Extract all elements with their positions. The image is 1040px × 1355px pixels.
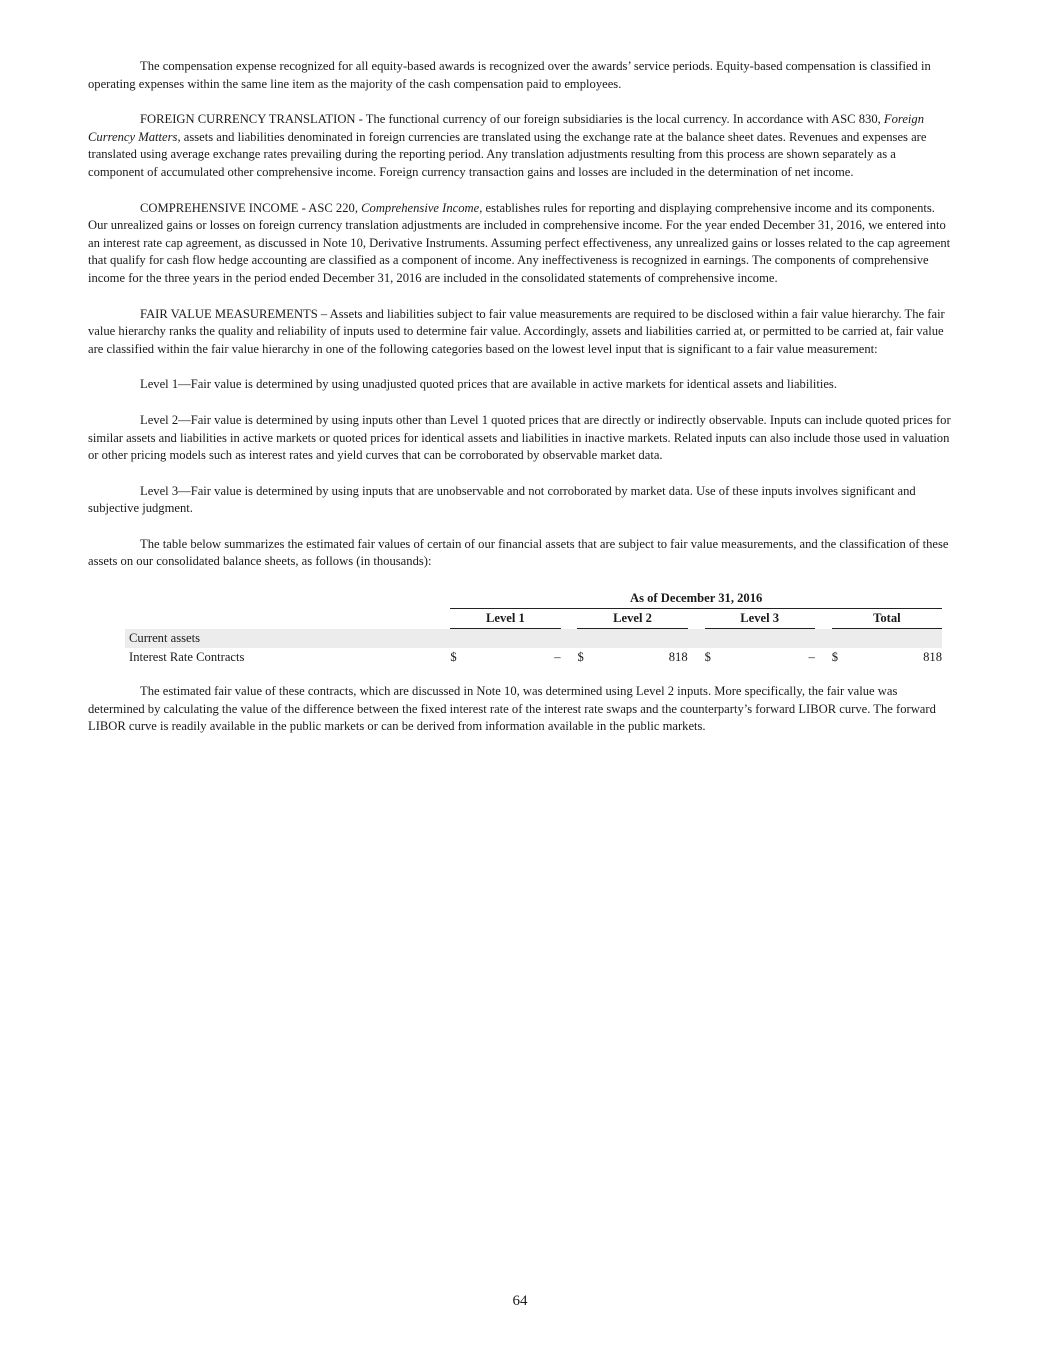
paragraph-after-table: The estimated fair value of these contracts, which are discussed in Note 10, was determined using Level 2 inputs. More specifically, the fair value was determined by calculating the value of the difference between the fixed interest rate of the interest rate swaps and the counterparty’s forward LIBOR curve. The forward LIBOR curve is readily available in the public markets or can be derived from information available in the public markets. (88, 684, 936, 734)
column-header-total: Total (832, 609, 942, 629)
cell-level-2: 818 (668, 650, 688, 665)
column-header-level-3: Level 3 (705, 609, 815, 629)
paragraph-comprehensive-income (88, 200, 954, 288)
table-header-spacer (125, 609, 450, 629)
cell-level-1: – (554, 650, 561, 665)
document-page (88, 58, 954, 754)
foreign-currency-italic: Foreign Currency Matters (88, 112, 925, 144)
paragraph-level-2: Level 2—Fair value is determined by using inputs other than Level 1 quoted prices that are directly or indirectly observable. Inputs can include quoted prices for similar assets and liabilities in active markets or quoted prices for identical assets and liabilities in inactive markets. Related inputs can also include those used in valuation or other pricing models such as interest rates and yield curves that can be corroborated by observable market data. (88, 412, 951, 463)
currency-symbol: $ (704, 650, 711, 665)
section-label: Current assets (125, 629, 450, 649)
foreign-currency-text-1: FOREIGN CURRENCY TRANSLATION - The functional currency of our foreign subsidiaries is the local currency. In accordance with ASC 830, (140, 112, 884, 127)
cell-total: 818 (923, 650, 942, 665)
currency-symbol: $ (450, 650, 457, 665)
paragraph-level-1: Level 1—Fair value is determined by using unadjusted quoted prices that are available in active markets for identical assets and liabilities. (140, 377, 837, 392)
comprehensive-income-text-1: COMPREHENSIVE INCOME - ASC 220, (140, 200, 362, 215)
currency-symbol: $ (831, 650, 839, 665)
page-number: 64 (512, 1293, 528, 1309)
comprehensive-income-text-2: establishes rules for reporting and displaying comprehensive income and its components. Our unrealized gains or losses on foreign currency translation adjustments are included in comprehensive income. For the year ended December 31, 2016, we entered into an interest rate cap agreement, as discussed in Note 10, Derivative Instruments. Assuming perfect effectiveness, any unrealized gains or losses related to the cap agreement that qualify for cash flow hedge accounting are classified as a component of income. Any ineffectiveness is recognized in earnings. The components of comprehensive income for the three years in the period ended December 31, 2016 are included in the consolidated statements of comprehensive income. (88, 200, 951, 285)
paragraph-level-3: Level 3—Fair value is determined by using inputs that are unobservable and not corroborated by market data. Use of these inputs involves significant and subjective judgment. (88, 483, 916, 516)
row-label: Interest Rate Contracts (129, 650, 245, 665)
paragraph-foreign-currency (88, 111, 954, 181)
cell-level-3: – (808, 650, 815, 665)
column-header-level-2: Level 2 (577, 609, 687, 629)
comprehensive-income-italic: Comprehensive Income, (361, 200, 483, 215)
foreign-currency-text-2: , assets and liabilities denominated in foreign currencies are translated using the exchange rate at the balance sheet dates. Revenues and expenses are translated using average exchange rates prevailing during the reporting period. Any translation adjustments resulting from this process are shown separately as a component of accumulated other comprehensive income. Foreign currency transaction gains and losses are included in the determination of net income. (88, 129, 927, 179)
paragraph-equity-based: The compensation expense recognized for all equity-based awards is recognized over the awards’ service periods. Equity-based compensation is classified in operating expenses within the same line item as the majority of the cash compensation paid to employees. (88, 59, 931, 91)
table-group-header: As of December 31, 2016 (450, 589, 942, 609)
currency-symbol: $ (577, 650, 584, 665)
column-header-level-1: Level 1 (450, 609, 560, 629)
table-section-row (125, 629, 942, 649)
fair-value-table (125, 589, 942, 667)
table-row (125, 648, 942, 667)
paragraph-fair-value: FAIR VALUE MEASUREMENTS – Assets and liabilities subject to fair value measurements are required to be disclosed within a fair value hierarchy. The fair value hierarchy ranks the quality and reliability of inputs used to determine fair value. Accordingly, assets and liabilities carried at, or permitted to be carried at, fair value are classified within the fair value hierarchy in one of the following categories based on the lowest level input that is significant to a fair value measurement: (88, 306, 945, 356)
table-header-spacer (125, 589, 450, 609)
paragraph-table-intro: The table below summarizes the estimated fair values of certain of our financial assets that are subject to fair value measurements, and the classification of these assets on our consolidated balance sheets, as follows (in thousands): (88, 536, 949, 569)
